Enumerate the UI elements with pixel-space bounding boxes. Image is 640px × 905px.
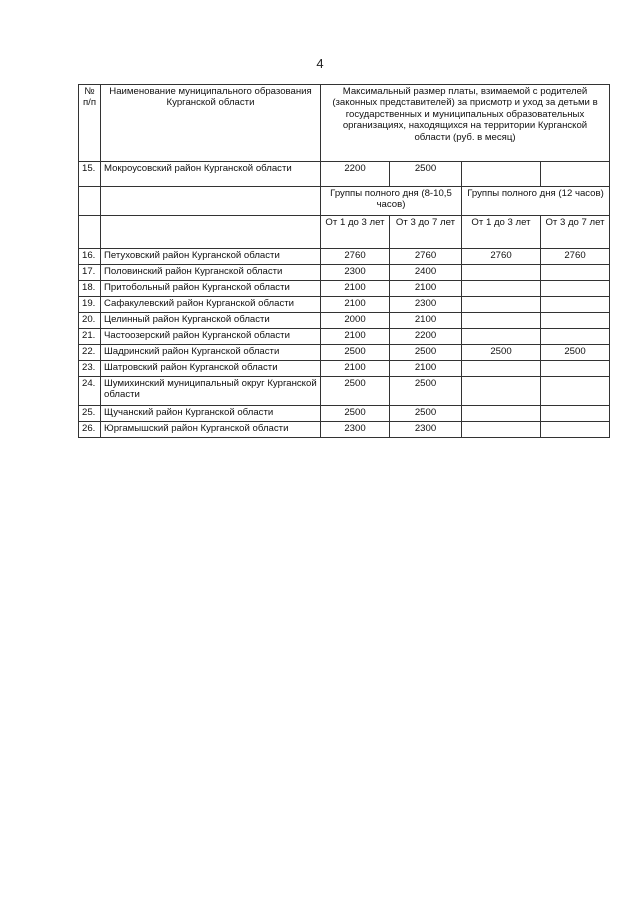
row-value: 2500 <box>390 345 462 361</box>
row-value <box>462 406 541 422</box>
table-row <box>79 345 610 361</box>
row-value: 2500 <box>390 406 462 422</box>
fee-table <box>78 84 610 438</box>
row-value: 2500 <box>390 377 462 406</box>
row-value <box>462 162 541 187</box>
header-fee: Максимальный размер платы, взимаемой с родителей (законных представителей) за присмотр и уход за детьми в государственных и муниципальных образовательных организациях, находящихся на территории Курганской области (руб. в месяц) <box>321 85 610 162</box>
table-row <box>79 377 610 406</box>
row-name: Шумихинский муниципальный округ Курганской области <box>101 377 321 406</box>
table-row <box>79 249 610 265</box>
row-name: Сафакулевский район Курганской области <box>101 297 321 313</box>
row-value <box>462 361 541 377</box>
header-name: Наименование муниципального образования Курганской области <box>101 85 321 162</box>
empty-cell <box>79 187 101 216</box>
row-value <box>541 422 610 438</box>
row-value <box>541 313 610 329</box>
table-row <box>79 265 610 281</box>
table-row <box>79 297 610 313</box>
age-header-row <box>79 216 610 249</box>
row-name: Шадринский район Курганской области <box>101 345 321 361</box>
group-header-12: Группы полного дня (12 часов) <box>462 187 610 216</box>
row-value: 2500 <box>321 377 390 406</box>
row-number: 26. <box>79 422 101 438</box>
row-value: 2760 <box>390 249 462 265</box>
row-value <box>541 281 610 297</box>
row-number: 22. <box>79 345 101 361</box>
row-value <box>462 422 541 438</box>
table-row <box>79 313 610 329</box>
row-name: Частоозерский район Курганской области <box>101 329 321 345</box>
row-name: Юргамышский район Курганской области <box>101 422 321 438</box>
row-value: 2100 <box>321 281 390 297</box>
row-value: 2500 <box>321 406 390 422</box>
header-row <box>79 85 610 162</box>
row-value: 2400 <box>390 265 462 281</box>
row-value: 2200 <box>390 329 462 345</box>
row-name: Целинный район Курганской области <box>101 313 321 329</box>
row-value <box>462 265 541 281</box>
row-value: 2100 <box>390 313 462 329</box>
row-name: Петуховский район Курганской области <box>101 249 321 265</box>
group-header-8-10: Группы полного дня (8-10,5 часов) <box>321 187 462 216</box>
row-value: 2500 <box>321 345 390 361</box>
group-header-row <box>79 187 610 216</box>
table-row <box>79 422 610 438</box>
row-value: 2300 <box>390 297 462 313</box>
row-value: 2760 <box>321 249 390 265</box>
row-value: 2760 <box>541 249 610 265</box>
row-name: Притобольный район Курганской области <box>101 281 321 297</box>
row-name: Шатровский район Курганской области <box>101 361 321 377</box>
row-name: Половинский район Курганской области <box>101 265 321 281</box>
table-row <box>79 406 610 422</box>
row-value: 2200 <box>321 162 390 187</box>
table-row <box>79 361 610 377</box>
header-num: № п/п <box>79 85 101 162</box>
row-number: 19. <box>79 297 101 313</box>
row-number: 20. <box>79 313 101 329</box>
row-number: 18. <box>79 281 101 297</box>
row-value: 2100 <box>390 281 462 297</box>
row-value: 2500 <box>462 345 541 361</box>
age-header: От 3 до 7 лет <box>541 216 610 249</box>
row-value: 2300 <box>321 265 390 281</box>
table-row <box>79 281 610 297</box>
row-value: 2000 <box>321 313 390 329</box>
table-row <box>79 329 610 345</box>
row-value <box>541 162 610 187</box>
row-value: 2760 <box>462 249 541 265</box>
age-header: От 3 до 7 лет <box>390 216 462 249</box>
row-number: 23. <box>79 361 101 377</box>
row-number: 24. <box>79 377 101 406</box>
table-row <box>79 162 610 187</box>
row-number: 25. <box>79 406 101 422</box>
row-value: 2300 <box>390 422 462 438</box>
row-number: 15. <box>79 162 101 187</box>
row-value <box>462 281 541 297</box>
row-value <box>462 377 541 406</box>
row-value <box>541 377 610 406</box>
row-value <box>462 297 541 313</box>
row-value: 2500 <box>541 345 610 361</box>
row-value: 2100 <box>390 361 462 377</box>
row-number: 16. <box>79 249 101 265</box>
row-number: 17. <box>79 265 101 281</box>
row-value <box>541 329 610 345</box>
row-value <box>541 361 610 377</box>
row-value <box>541 265 610 281</box>
age-header: От 1 до 3 лет <box>462 216 541 249</box>
row-value <box>462 313 541 329</box>
empty-cell <box>101 187 321 216</box>
row-value: 2300 <box>321 422 390 438</box>
empty-cell <box>79 216 101 249</box>
page-number: 4 <box>316 56 324 71</box>
row-value: 2100 <box>321 297 390 313</box>
row-value: 2500 <box>390 162 462 187</box>
empty-cell <box>101 216 321 249</box>
row-value <box>462 329 541 345</box>
row-name: Мокроусовский район Курганской области <box>101 162 321 187</box>
row-value <box>541 406 610 422</box>
row-value <box>541 297 610 313</box>
row-number: 21. <box>79 329 101 345</box>
row-value: 2100 <box>321 361 390 377</box>
row-value: 2100 <box>321 329 390 345</box>
row-name: Щучанский район Курганской области <box>101 406 321 422</box>
age-header: От 1 до 3 лет <box>321 216 390 249</box>
